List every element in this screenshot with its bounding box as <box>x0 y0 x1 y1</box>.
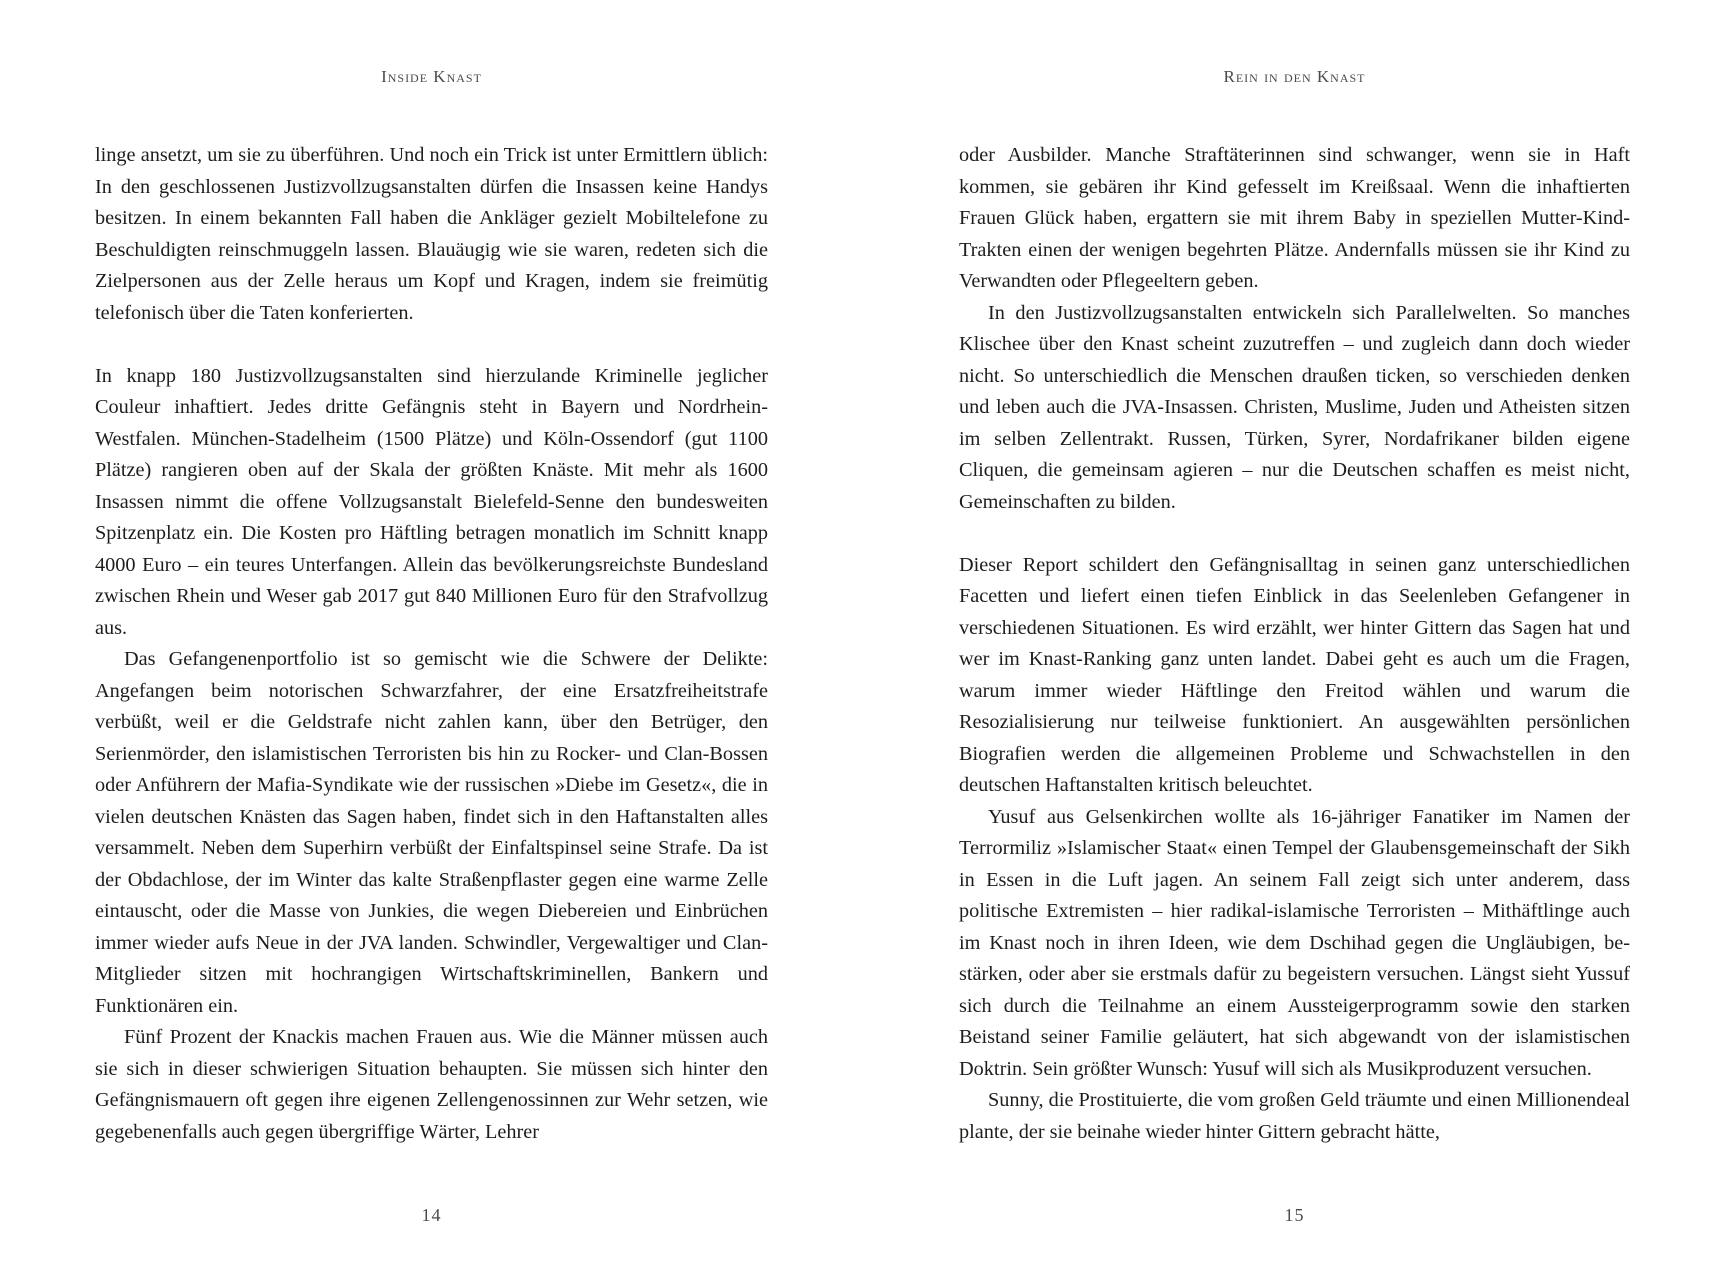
paragraph: Das Gefangenenportfolio ist so gemischt wie die Schwere der Delikte: Angefangen beim notorischen Schwarzfahrer, der eine Ersatzfreiheitstrafe verbüßt, weil er die Geldstrafe nicht zahlen kann, über den Betrüger, den Serienmörder, den islamistischen Terroristen bis hin zu Rocker- und Clan-Bossen oder Anführern der Mafia-Syndikate wie der russischen »Diebe im Gesetz«, die in vielen deutschen Knästen das Sagen haben, findet sich in den Haftanstalten alles versammelt. Neben dem Superhirn verbüßt der Einfaltspinsel seine Strafe. Da ist der Obdachlose, der im Winter das kalte Straßenpflaster gegen eine warme Zelle eintauscht, oder die Masse von Junkies, die wegen Diebereien und Einbrüchen immer wieder aufs Neue in der JVA landen. Schwindler, Vergewaltiger und Clan-Mitglieder sitzen mit hochrangigen Wirtschaftskriminellen, Bankern und Funktionären ein. <box>95 648 768 1017</box>
body-text-left <box>95 140 768 1148</box>
paragraph: In den Justizvollzugsanstalten entwickeln sich Parallelwelten. So manches Klischee über den Knast scheint zuzutreffen – und zugleich dann doch wieder nicht. So unterschiedlich die Menschen draußen ticken, so verschieden denken und leben auch die JVA-Insassen. Christen, Muslime, Juden und Atheisten sitzen im selben Zellentrakt. Russen, Türken, Syrer, Nordafrikaner bilden eigene Cliquen, die gemeinsam agieren – nur die Deutschen schaffen es meist nicht, Gemeinschaften zu bilden. <box>959 301 1630 513</box>
paragraph: oder Ausbilder. Manche Straftäterinnen sind schwanger, wenn sie in Haft kommen, sie gebären ihr Kind gefesselt im Kreißsaal. Wenn die inhaftierten Frauen Glück haben, ergattern sie mit ihrem Baby in speziellen Mutter-Kind-Trakten einen der wenigen begehrten Plätze. Andernfalls müssen sie ihr Kind zu Verwandten oder Pflegeeltern geben. <box>959 144 1630 292</box>
page-number-right: 15 <box>1284 1205 1305 1225</box>
left-page <box>95 0 768 1270</box>
running-head-right: Rein in den Knast <box>1223 67 1366 86</box>
running-head-left: Inside Knast <box>381 67 482 86</box>
right-page <box>959 0 1630 1270</box>
paragraph: Dieser Report schildert den Gefängnisalltag in seinen ganz unterschiedlichen Facetten und liefert einen tiefen Einblick in das Seelenleben Gefangener in verschiedenen Situationen. Es wird erzählt, wer hinter Gittern das Sagen hat und wer im Knast-Ranking ganz unten landet. Dabei geht es auch um die Fragen, warum immer wieder Häftlinge den Freitod wählen und warum die Resozialisierung nur teilweise funktioniert. An ausgewählten persönlichen Biografien werden die allgemeinen Probleme und Schwachstellen in den deutschen Haftanstalten kritisch beleuchtet. <box>959 553 1630 796</box>
paragraph: In knapp 180 Justizvollzugsanstalten sind hierzulande Kriminelle jeglicher Couleur inhaftiert. Jedes dritte Gefängnis steht in Bayern und Nordrhein-Westfalen. München-Stadelheim (1500 Plätze) und Köln-Ossendorf (gut 1100 Plätze) rangieren oben auf der Skala der größten Knäste. Mit mehr als 1600 Insassen nimmt die offene Vollzugsanstalt Bielefeld-Senne den bundesweiten Spitzenplatz ein. Die Kosten pro Häftling betragen monatlich im Schnitt knapp 4000 Euro – ein teures Unterfangen. Allein das bevölkerungsreichste Bundesland zwischen Rhein und Weser gab 2017 gut 840 Millionen Euro für den Strafvollzug aus. <box>95 364 768 639</box>
paragraph: Yusuf aus Gelsenkirchen wollte als 16-jähriger Fanatiker im Namen der Terrormiliz »Islamischer Staat« einen Tempel der Glaubensgemeinschaft der Sikh in Essen in die Luft jagen. An seinem Fall zeigt sich unter anderem, dass politische Extremisten – hier radikal-islamische Terroristen – Mithäftlinge auch im Knast noch in ihren Ideen, wie dem Dschihad gegen die Ungläubigen, bestärken, oder aber sie erstmals dafür zu begeistern versuchen. Längst sieht Yussuf sich durch die Teilnahme an einem Aussteigerprogramm sowie den starken Beistand seiner Familie geläutert, hat sich abgewandt von der islamistischen Doktrin. Sein größter Wunsch: Yusuf will sich als Musikproduzent versuchen. <box>959 805 1630 1080</box>
body-text-right <box>959 140 1630 1148</box>
page-number-left: 14 <box>421 1205 442 1225</box>
paragraph: Fünf Prozent der Knackis machen Frauen aus. Wie die Männer müssen auch sie sich in dieser schwierigen Situation behaupten. Sie müssen sich hinter den Gefängnismauern oft gegen ihre eigenen Zellengenossinnen zur Wehr setzen, wie gegebenenfalls auch gegen übergriffige Wärter, Lehrer <box>95 1026 768 1143</box>
paragraph: Sunny, die Prostituierte, die vom großen Geld träumte und einen Millionendeal plante, der sie beinahe wieder hinter Gittern gebracht hätte, <box>959 1089 1630 1143</box>
paragraph: linge ansetzt, um sie zu überführen. Und noch ein Trick ist unter Ermittlern üblich: In den geschlossenen Justizvollzugsanstalten dürfen die Insassen keine Handys besitzen. In einem bekannten Fall haben die Ankläger gezielt Mobiltelefone zu Beschuldigten reinschmuggeln lassen. Blauäugig wie sie waren, redeten sich die Zielpersonen aus der Zelle heraus um Kopf und Kragen, indem sie freimütig telefonisch über die Taten konferierten. <box>95 144 768 324</box>
